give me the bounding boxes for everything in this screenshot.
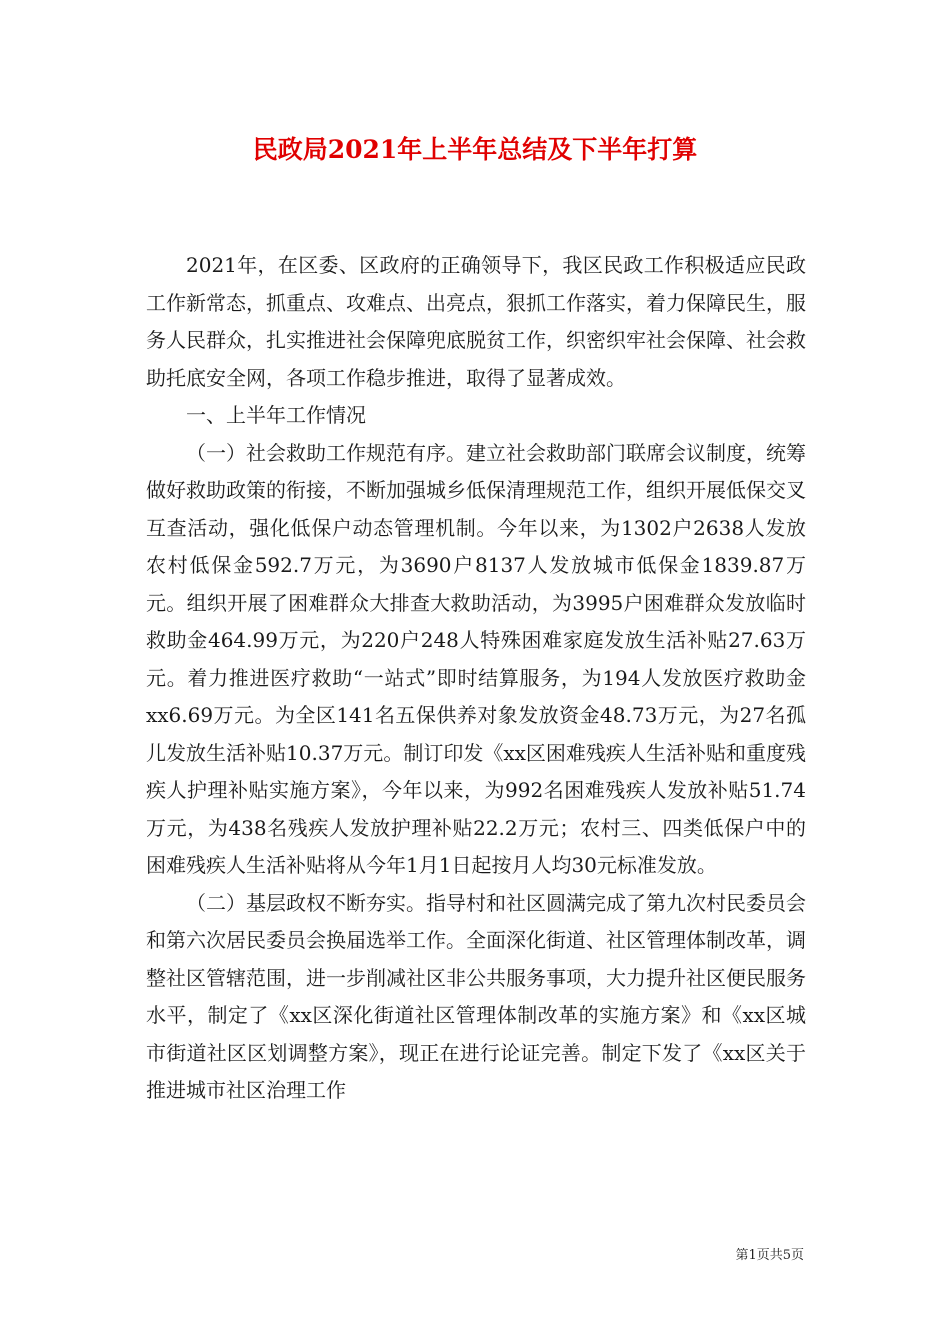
item-paragraph-2: （二）基层政权不断夯实。指导村和社区圆满完成了第九次村民委员会和第六次居民委员会换届选举工作。全面深化街道、社区管理体制改革，调整社区管辖范围，进一步削减社区非公共服务事项，大力提升社区便民服务水平，制定了《xx区深化街道社区管理体制改革的实施方案》和《xx区城市街道社区区划调整方案》，现正在进行论证完善。制定下发了《xx区关于推进城市社区治理工作: [146, 890, 806, 1102]
section-heading: 一、上半年工作情况: [186, 403, 366, 427]
page-number: 第1页共5页: [735, 1248, 804, 1263]
document-body: [146, 247, 806, 1110]
document-title: 民政局2021年上半年总结及下半年打算: [252, 135, 698, 164]
intro-paragraph: 2021年，在区委、区政府的正确领导下，我区民政工作积极适应民政工作新常态，抓重点、攻难点、出亮点，狠抓工作落实，着力保障民生，服务人民群众，扎实推进社会保障兜底脱贫工作，织密织牢社会保障、社会救助托底安全网，各项工作稳步推进，取得了显著成效。: [146, 253, 806, 390]
item-paragraph-1: （一）社会救助工作规范有序。建立社会救助部门联席会议制度，统筹做好救助政策的衔接，不断加强城乡低保清理规范工作，组织开展低保交叉互查活动，强化低保户动态管理机制。今年以来，为1302户2638人发放农村低保金592.7万元，为3690户8137人发放城市低保金1839.87万元。组织开展了困难群众大排查大救助活动，为3995户困难群众发放临时救助金464.99万元，为220户248人特殊困难家庭发放生活补贴27.63万元。着力推进医疗救助“一站式”即时结算服务，为194人发放医疗救助金xx6.69万元。为全区141名五保供养对象发放资金48.73万元，为27名孤儿发放生活补贴10.37万元。制订印发《xx区困难残疾人生活补贴和重度残疾人护理补贴实施方案》，今年以来，为992名困难残疾人发放补贴51.74万元，为438名残疾人发放护理补贴22.2万元；农村三、四类低保户中的困难残疾人生活补贴将从今年1月1日起按月人均30元标准发放。: [146, 440, 806, 877]
